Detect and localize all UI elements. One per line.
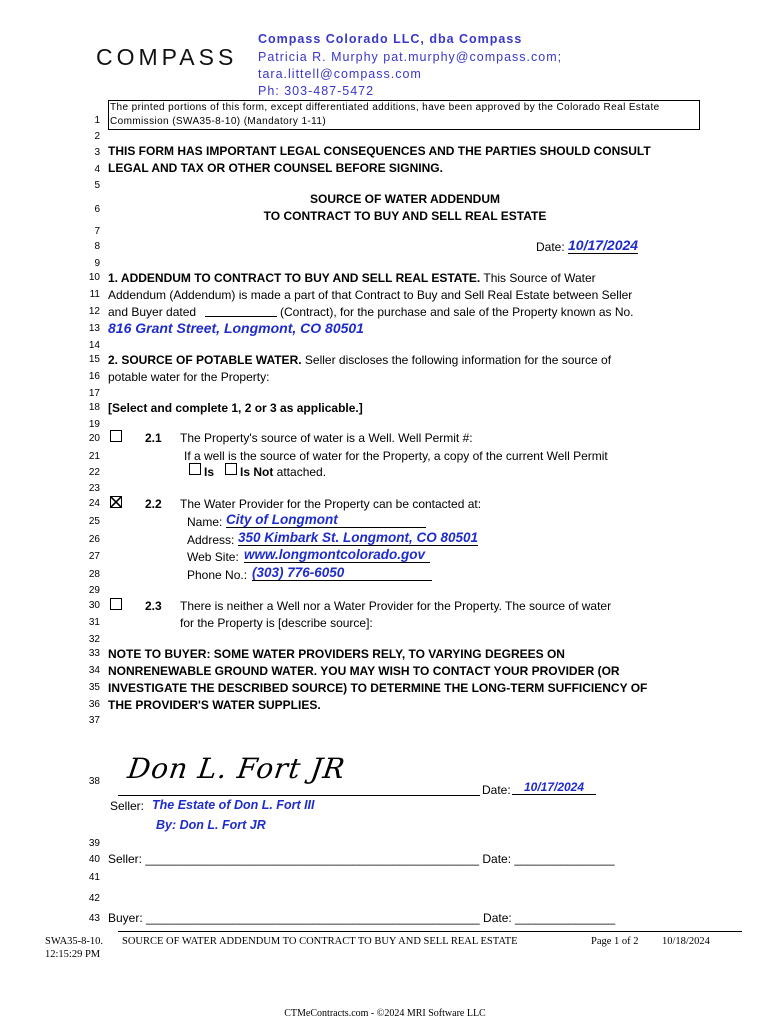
line-number: 20 bbox=[88, 433, 100, 444]
well-permit-attached: Is Not attached. bbox=[240, 465, 327, 479]
line-number: 32 bbox=[88, 634, 100, 645]
line-number: 15 bbox=[88, 354, 100, 365]
line-number: 5 bbox=[94, 180, 100, 191]
line-number: 31 bbox=[88, 617, 100, 628]
option-2-2-text: The Water Provider for the Property can be contacted at: bbox=[180, 497, 482, 511]
footer-date: 10/18/2024 bbox=[662, 936, 710, 947]
date-field[interactable]: 10/17/2024 bbox=[568, 237, 639, 253]
seller-2-line[interactable]: Seller: __________________________________________________ Date: _______________ bbox=[108, 852, 615, 866]
line-number: 30 bbox=[88, 600, 100, 611]
option-2-1-line-2: If a well is the source of water for the Property, a copy of the current Well Permit bbox=[184, 449, 608, 463]
signature-date-label: Date: bbox=[482, 783, 511, 797]
provider-phone-label: Phone No.: bbox=[187, 568, 248, 582]
provider-name-label: Name: bbox=[187, 515, 223, 529]
compass-logo: COMPASS bbox=[96, 44, 238, 70]
section-1-line-2: Addendum (Addendum) is made a part of that Contract to Buy and Sell Real Estate between Seller bbox=[108, 288, 633, 302]
line-number: 34 bbox=[88, 665, 100, 676]
section-1-line-3b: (Contract), for the purchase and sale of the Property known as No. bbox=[280, 305, 634, 319]
line-number: 1 bbox=[94, 115, 100, 126]
line-number: 22 bbox=[88, 467, 100, 478]
check-x-icon bbox=[111, 497, 121, 507]
option-2-1-text: The Property's source of water is a Well. Well Permit #: bbox=[180, 431, 473, 445]
line-number: 19 bbox=[88, 419, 100, 430]
note-line-4: THE PROVIDER'S WATER SUPPLIES. bbox=[108, 698, 321, 712]
option-2-3-number: 2.3 bbox=[145, 599, 162, 613]
provider-website-label: Web Site: bbox=[187, 550, 239, 564]
line-number: 28 bbox=[88, 569, 100, 580]
line-number: 6 bbox=[94, 204, 100, 215]
option-2-1-number: 2.1 bbox=[145, 431, 162, 445]
company-name: Compass Colorado LLC, dba Compass bbox=[258, 32, 523, 46]
footer-title: SOURCE OF WATER ADDENDUM TO CONTRACT TO BUY AND SELL REAL ESTATE bbox=[122, 936, 518, 947]
seller-name: The Estate of Don L. Fort III bbox=[152, 798, 315, 812]
line-number: 21 bbox=[88, 451, 100, 462]
provider-name-field[interactable]: City of Longmont bbox=[226, 512, 426, 528]
line-number: 33 bbox=[88, 648, 100, 659]
title-line-2: TO CONTRACT TO BUY AND SELL REAL ESTATE bbox=[263, 209, 547, 223]
line-number: 37 bbox=[88, 715, 100, 726]
footer-copyright: CTMeContracts.com - ©2024 MRI Software LLC bbox=[284, 1008, 486, 1019]
agent-phone: Ph: 303-487-5472 bbox=[258, 84, 375, 98]
line-number: 25 bbox=[88, 516, 100, 527]
line-number: 17 bbox=[88, 388, 100, 399]
line-number: 9 bbox=[94, 258, 100, 269]
line-number: 35 bbox=[88, 682, 100, 693]
seller-label: Seller: bbox=[110, 799, 145, 813]
section-2-line-2: potable water for the Property: bbox=[108, 370, 270, 384]
footer-time: 12:15:29 PM bbox=[45, 949, 101, 960]
well-permit-is-not-checkbox[interactable] bbox=[225, 463, 237, 475]
footer-rule bbox=[118, 931, 742, 932]
option-2-3-checkbox[interactable] bbox=[110, 598, 122, 610]
note-line-2: NONRENEWABLE GROUND WATER. YOU MAY WISH TO CONTACT YOUR PROVIDER (OR bbox=[108, 664, 620, 678]
line-number: 18 bbox=[88, 402, 100, 413]
agent-contact: Patricia R. Murphy pat.murphy@compass.com; bbox=[258, 50, 563, 64]
section-1-line-1: 1. ADDENDUM TO CONTRACT TO BUY AND SELL REAL ESTATE. This Source of Water bbox=[108, 271, 596, 285]
option-2-3-line-2: for the Property is [describe source]: bbox=[180, 616, 373, 630]
provider-address-field[interactable]: 350 Kimbark St. Longmont, CO 80501 bbox=[238, 530, 479, 545]
date-label: Date: bbox=[536, 240, 565, 254]
warning-line-1: THIS FORM HAS IMPORTANT LEGAL CONSEQUENCES AND THE PARTIES SHOULD CONSULT bbox=[108, 144, 651, 158]
section-2-line-1: 2. SOURCE OF POTABLE WATER. Seller discloses the following information for the source of bbox=[108, 353, 612, 367]
line-number: 27 bbox=[88, 551, 100, 562]
option-2-3-text: There is neither a Well nor a Water Provider for the Property. The source of water bbox=[180, 599, 612, 613]
line-number: 16 bbox=[88, 371, 100, 382]
property-address[interactable]: 816 Grant Street, Longmont, CO 80501 bbox=[108, 320, 364, 336]
footer-page: Page 1 of 2 bbox=[591, 936, 639, 947]
notice-line-1: The printed portions of this form, except differentiated additions, have been approved by the Colorado Real Estate bbox=[110, 102, 660, 113]
seller-signature: Don L. Fort JR bbox=[125, 752, 348, 785]
agent-email: tara.littell@compass.com bbox=[258, 67, 422, 81]
well-permit-is-checkbox[interactable] bbox=[189, 463, 201, 475]
option-2-2-number: 2.2 bbox=[145, 497, 162, 511]
line-number: 41 bbox=[88, 872, 100, 883]
line-number: 2 bbox=[94, 131, 100, 142]
seller-by: By: Don L. Fort JR bbox=[156, 818, 266, 832]
provider-address-label: Address: bbox=[187, 533, 235, 547]
line-number: 13 bbox=[88, 323, 100, 334]
line-number: 14 bbox=[88, 340, 100, 351]
line-number: 29 bbox=[88, 585, 100, 596]
line-number: 3 bbox=[94, 147, 100, 158]
note-line-1: NOTE TO BUYER: SOME WATER PROVIDERS RELY, TO VARYING DEGREES ON bbox=[108, 647, 565, 661]
option-2-2-checkbox[interactable] bbox=[110, 496, 122, 508]
warning-line-2: LEGAL AND TAX OR OTHER COUNSEL BEFORE SIGNING. bbox=[108, 161, 443, 175]
footer-form-code: SWA35-8-10. bbox=[45, 936, 104, 947]
line-number: 8 bbox=[94, 241, 100, 252]
contract-date-field[interactable] bbox=[205, 316, 277, 317]
line-number: 24 bbox=[88, 498, 100, 509]
title-line-1: SOURCE OF WATER ADDENDUM bbox=[310, 192, 500, 206]
option-2-1-checkbox[interactable] bbox=[110, 430, 122, 442]
line-number: 23 bbox=[88, 483, 100, 494]
provider-phone-field[interactable]: (303) 776-6050 bbox=[252, 565, 432, 581]
line-number: 7 bbox=[94, 226, 100, 237]
well-permit-is-label: Is bbox=[204, 465, 215, 479]
line-number: 38 bbox=[88, 776, 100, 787]
provider-website-field[interactable]: www.longmontcolorado.gov bbox=[244, 547, 430, 563]
select-instruction: [Select and complete 1, 2 or 3 as applicable.] bbox=[108, 401, 363, 415]
line-number: 43 bbox=[88, 913, 100, 924]
line-number: 42 bbox=[88, 893, 100, 904]
line-number: 11 bbox=[89, 289, 100, 300]
line-number: 4 bbox=[94, 164, 100, 175]
section-1-line-3a: and Buyer dated bbox=[108, 305, 197, 319]
line-number: 36 bbox=[88, 699, 100, 710]
line-number: 10 bbox=[88, 272, 100, 283]
line-number: 40 bbox=[88, 854, 100, 865]
line-number: 12 bbox=[88, 306, 100, 317]
line-number: 39 bbox=[88, 838, 100, 849]
signature-date-field[interactable]: 10/17/2024 bbox=[512, 780, 596, 795]
note-line-3: INVESTIGATE THE DESCRIBED SOURCE) TO DETERMINE THE LONG-TERM SUFFICIENCY OF bbox=[108, 681, 648, 695]
line-number: 26 bbox=[88, 534, 100, 545]
seller-signature-line[interactable] bbox=[118, 795, 480, 796]
notice-line-2: Commission (SWA35-8-10) (Mandatory 1-11) bbox=[110, 116, 327, 127]
buyer-line[interactable]: Buyer: __________________________________________________ Date: _______________ bbox=[108, 911, 616, 925]
